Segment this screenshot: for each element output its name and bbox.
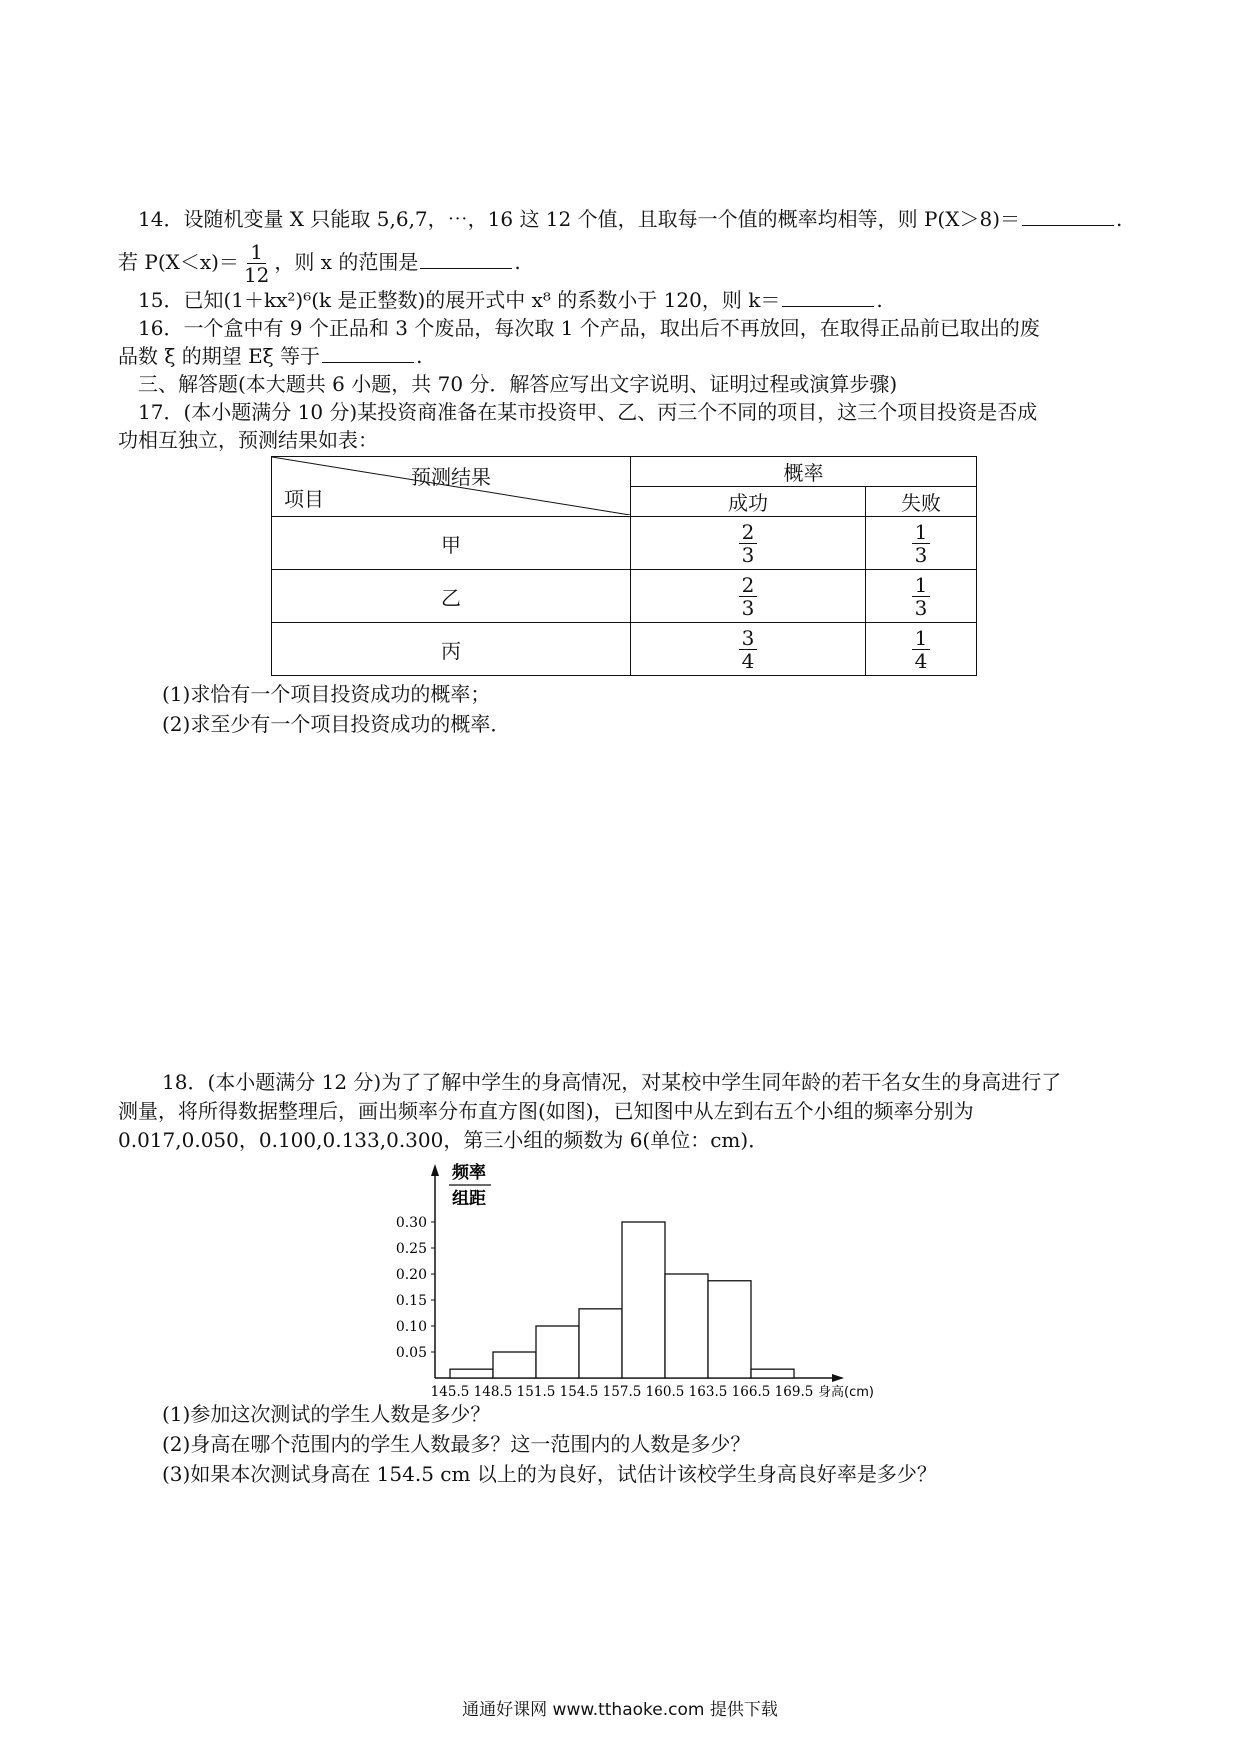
fail-cell (866, 570, 977, 623)
fail-cell (866, 517, 977, 570)
fraction: $\frac{1}{4}$ (912, 627, 931, 672)
table-row (272, 517, 977, 570)
q18-sub2: (2)身高在哪个范围内的学生人数最多？这一范围内的人数是多少？ (162, 1432, 751, 1456)
q17-sub1: (1)求恰有一个项目投资成功的概率； (162, 682, 491, 706)
histogram-bar (579, 1309, 622, 1378)
y-label-numerator: 频率 (452, 1163, 486, 1183)
x-tick-label: 163.5 (688, 1384, 728, 1400)
x-tick-label: 154.5 (559, 1384, 599, 1400)
q14-line2: 若 P(X＜x)＝ $\frac{1}{12}$ ，则 x 的范围是 . (118, 240, 521, 287)
diagonal-header-cell (272, 457, 631, 517)
q18-line1: 18．(本小题满分 12 分)为了了解中学生的身高情况，对某校中学生同年龄的若干名女生的身高进行了 (162, 1070, 1062, 1094)
q18-sub3: (3)如果本次测试身高在 154.5 cm 以上的为良好，试估计该校学生身高良好率是多少？ (162, 1462, 937, 1486)
histogram-bar (708, 1281, 751, 1378)
header-project: 项目 (284, 487, 324, 511)
q18-line2: 测量，将所得数据整理后，画出频率分布直方图(如图)，已知图中从左到右五个小组的频率分别为 (118, 1099, 974, 1123)
x-tick-label: 160.5 (645, 1384, 685, 1400)
x-tick-label: 148.5 (473, 1384, 513, 1400)
histogram-bar (751, 1369, 794, 1378)
y-tick-label: 0.30 (395, 1215, 427, 1231)
answer-blank (782, 288, 874, 307)
fraction: $\frac{2}{3}$ (739, 574, 758, 619)
y-tick-label: 0.20 (395, 1267, 427, 1283)
y-tick-label: 0.10 (395, 1319, 427, 1335)
y-tick-label: 0.25 (395, 1241, 427, 1257)
q16-line1: 16．一个盒中有 9 个正品和 3 个废品，每次取 1 个产品，取出后不再放回，在取得正品前已取出的废 (138, 316, 1040, 340)
section-heading: 三、解答题(本大题共 6 小题，共 70 分．解答应写出文字说明、证明过程或演算步骤) (138, 372, 898, 396)
fraction: $\frac{2}{3}$ (739, 521, 758, 566)
row-name: 丙 (272, 623, 631, 676)
q15-text: 15．已知(1＋kx²)⁶(k 是正整数)的展开式中 x⁸ 的系数小于 120，则 k＝ . (138, 288, 883, 312)
q14-line1: 14．设随机变量 X 只能取 5,6,7，⋯，16 这 12 个值，且取每一个值的概率均相等，则 P(X＞8)＝ . (138, 207, 1123, 231)
y-tick-label: 0.15 (395, 1293, 427, 1309)
histogram-bar (493, 1352, 536, 1378)
histogram-bar (536, 1326, 579, 1378)
q17-line2: 功相互独立，预测结果如表： (118, 428, 378, 452)
x-axis-arrow (832, 1374, 844, 1382)
header-prediction: 预测结果 (411, 465, 491, 489)
frequency-histogram (380, 1150, 900, 1400)
q18-line3: 0.017,0.050，0.100,0.133,0.300，第三小组的频数为 6(单位：cm)． (118, 1128, 769, 1152)
table-row (272, 570, 977, 623)
x-tick-label: 169.5 (774, 1384, 814, 1400)
row-name: 甲 (272, 517, 631, 570)
y-label-denominator: 组距 (452, 1189, 486, 1209)
y-tick-label: 0.05 (395, 1345, 427, 1361)
q17-line1: 17．(本小题满分 10 分)某投资商准备在某市投资甲、乙、丙三个不同的项目，这三个项目投资是否成 (138, 400, 1038, 424)
x-axis-label: 身高(cm) (818, 1385, 874, 1400)
success-cell (631, 517, 866, 570)
fraction: $\frac{1}{3}$ (912, 521, 931, 566)
row-name: 乙 (272, 570, 631, 623)
x-tick-label: 145.5 (430, 1384, 470, 1400)
header-success: 成功 (631, 487, 866, 517)
prediction-table (271, 456, 977, 676)
fraction: $\frac{1}{12}$ (243, 240, 270, 287)
answer-blank (1022, 207, 1114, 226)
x-tick-label: 157.5 (602, 1384, 642, 1400)
answer-blank (420, 250, 512, 269)
footer-source: 通通好课网 www.tthaoke.com 提供下载 (462, 1700, 778, 1720)
histogram-bar (622, 1222, 665, 1378)
header-probability: 概率 (631, 457, 977, 487)
table-row (272, 623, 977, 676)
fraction: $\frac{3}{4}$ (739, 627, 758, 672)
success-cell (631, 623, 866, 676)
fraction: $\frac{1}{3}$ (912, 574, 931, 619)
success-cell (631, 570, 866, 623)
q17-sub2: (2)求至少有一个项目投资成功的概率． (162, 712, 511, 736)
x-tick-label: 166.5 (731, 1384, 771, 1400)
fail-cell (866, 623, 977, 676)
histogram-bar (450, 1369, 493, 1378)
answer-blank (322, 344, 414, 363)
header-fail: 失败 (866, 487, 977, 517)
x-tick-label: 151.5 (516, 1384, 556, 1400)
q18-sub1: (1)参加这次测试的学生人数是多少？ (162, 1402, 491, 1426)
q16-line2: 品数 ξ 的期望 Eξ 等于 . (118, 344, 423, 368)
y-axis-arrow (431, 1164, 439, 1176)
histogram-bar (665, 1274, 708, 1378)
